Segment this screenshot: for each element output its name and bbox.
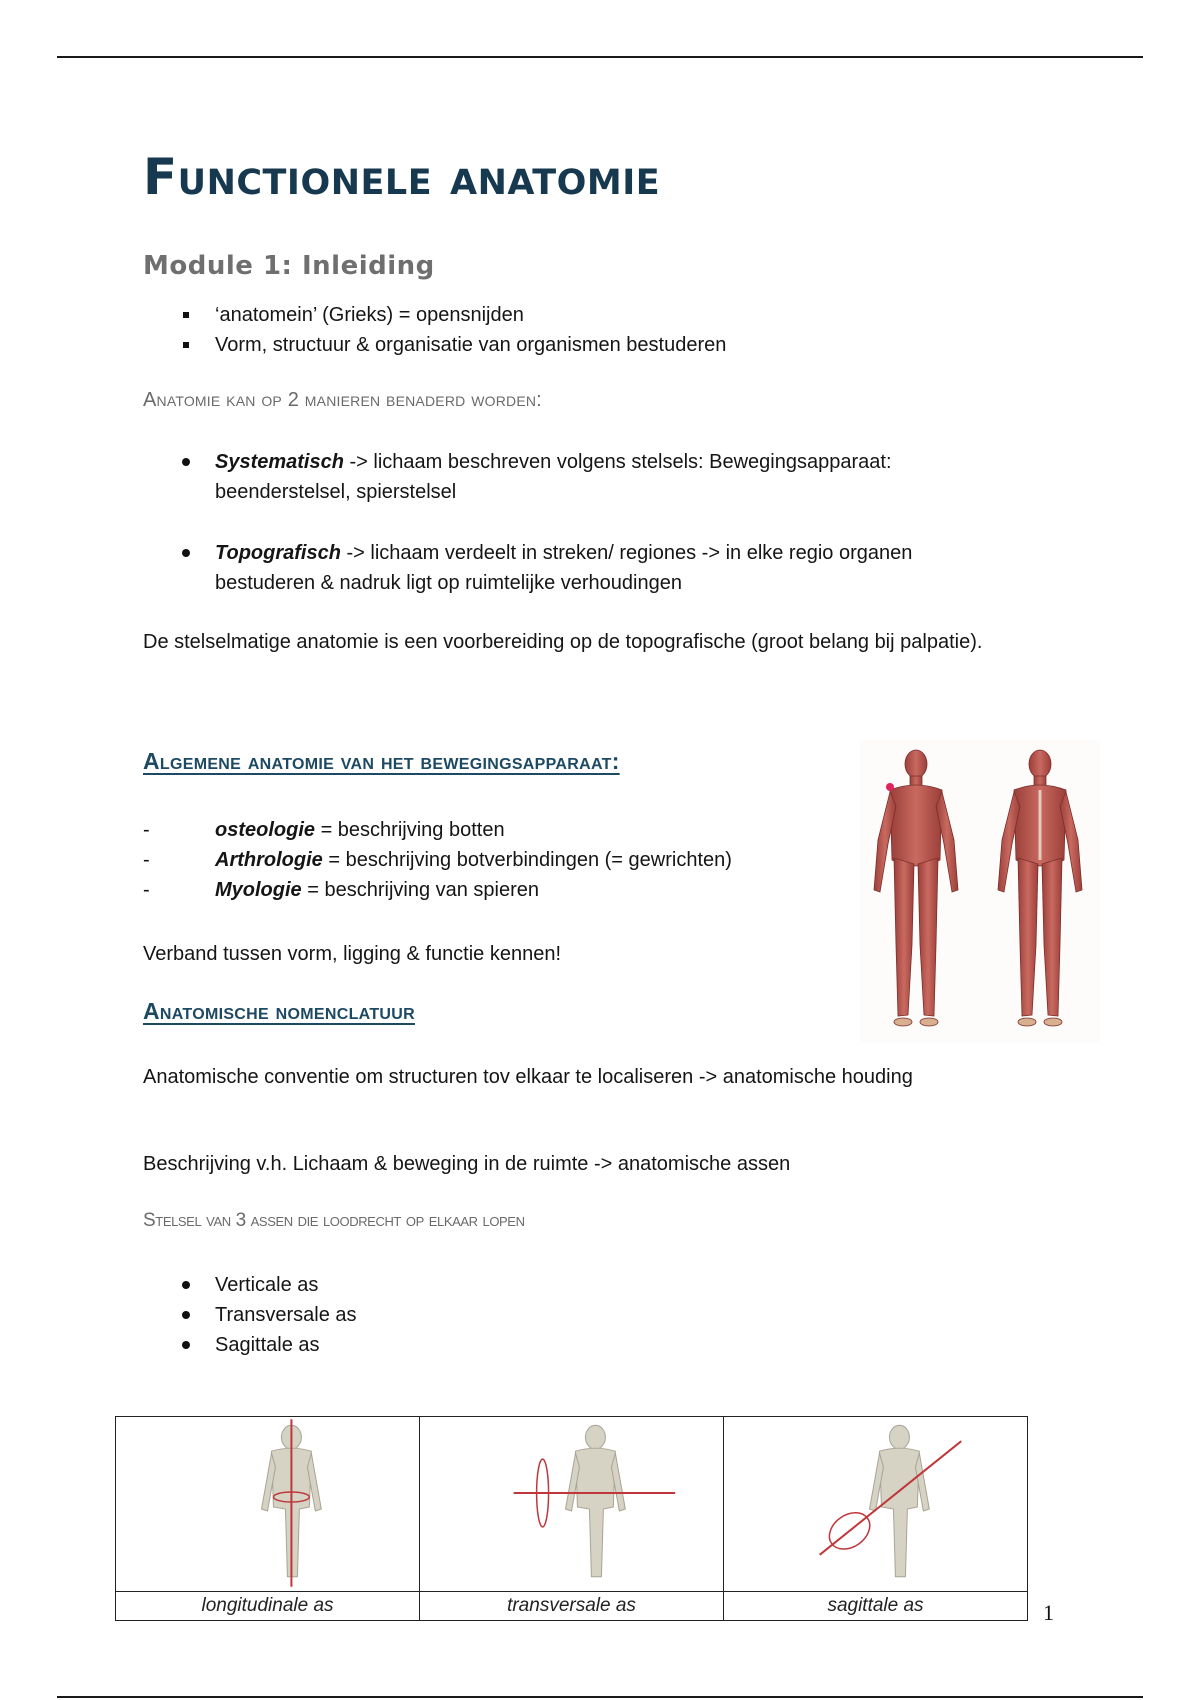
general-text: = beschrijving van spieren (301, 879, 540, 901)
module-title: Module 1: Inleiding (143, 251, 435, 281)
axes-caption: sagittale as (724, 1591, 1027, 1620)
page-number: 1 (1043, 1600, 1054, 1625)
list-item: Vorm, structuur & organisatie van organismen bestuderen (143, 330, 1043, 360)
general-list (143, 815, 843, 905)
transversal-axis-image (420, 1417, 723, 1593)
list-item (143, 845, 843, 875)
bottom-rule (57, 1696, 1143, 1698)
list-item (143, 538, 1013, 598)
body-silhouette-icon (420, 1417, 723, 1593)
list-item (143, 447, 1013, 507)
axes-heading: Stelsel van 3 assen die loodrecht op elkaar lopen (143, 1210, 525, 1231)
axes-cell-transversal (420, 1417, 724, 1620)
body-silhouette-icon (116, 1417, 419, 1593)
stelsel-paragraph: De stelselmatige anatomie is een voorbereiding op de topografische (groot belang bij palpatie). (143, 631, 983, 653)
longitudinal-axis-image (116, 1417, 419, 1593)
top-rule (57, 56, 1143, 58)
description-text: Beschrijving v.h. Lichaam & beweging in de ruimte -> anatomische assen (143, 1153, 791, 1175)
general-term: osteologie (215, 819, 316, 841)
section-title-nomenclature: Anatomische nomenclatuur (143, 998, 415, 1024)
axes-cell-longitudinal (116, 1417, 420, 1620)
general-text: = beschrijving botten (315, 819, 505, 841)
general-text: = beschrijving botverbindingen (= gewrichten) (322, 849, 732, 871)
marker-dot (886, 783, 894, 791)
axes-list (143, 1270, 357, 1360)
axes-caption: longitudinale as (116, 1591, 419, 1620)
verband-text: Verband tussen vorm, ligging & functie kennen! (143, 943, 562, 965)
convention-text: Anatomische conventie om structuren tov elkaar te localiseren -> anatomische houding (143, 1066, 913, 1088)
back-figure (998, 750, 1082, 1026)
general-term: Myologie (215, 879, 302, 901)
intro-list (143, 300, 1043, 360)
approach-term: Topografisch (215, 542, 341, 564)
list-item: Verticale as (143, 1270, 357, 1300)
section-title-general: Algemene anatomie van het bewegingsapparaat: (143, 748, 620, 774)
anatomy-figure (860, 740, 1100, 1042)
front-figure (874, 750, 958, 1026)
approach-text: -> lichaam beschreven volgens stelsels: Bewegingsapparaat: beenderstelsel, spierstelsel (215, 451, 892, 503)
general-term: Arthrologie (215, 849, 323, 871)
muscle-figures-image (860, 740, 1100, 1042)
list-item (143, 815, 843, 845)
list-item (143, 875, 843, 905)
list-item: Sagittale as (143, 1330, 357, 1360)
list-item: ‘anatomein’ (Grieks) = opensnijden (143, 300, 1043, 330)
approach-list (143, 447, 1013, 598)
sagittal-axis-image (724, 1417, 1027, 1593)
approach-term: Systematisch (215, 451, 344, 473)
approach-text: -> lichaam verdeelt in streken/ regiones -> in elke regio organen bestuderen & nadruk ligt op ruimtelijke verhoudingen (215, 542, 913, 594)
axes-table (115, 1416, 1028, 1621)
approach-heading: Anatomie kan op 2 manieren benaderd worden: (143, 389, 542, 411)
body-silhouette-icon (724, 1417, 1027, 1593)
list-item: Transversale as (143, 1300, 357, 1330)
axes-cell-sagittal (724, 1417, 1027, 1620)
axes-caption: transversale as (420, 1591, 723, 1620)
document-title: Functionele anatomie (143, 148, 661, 206)
